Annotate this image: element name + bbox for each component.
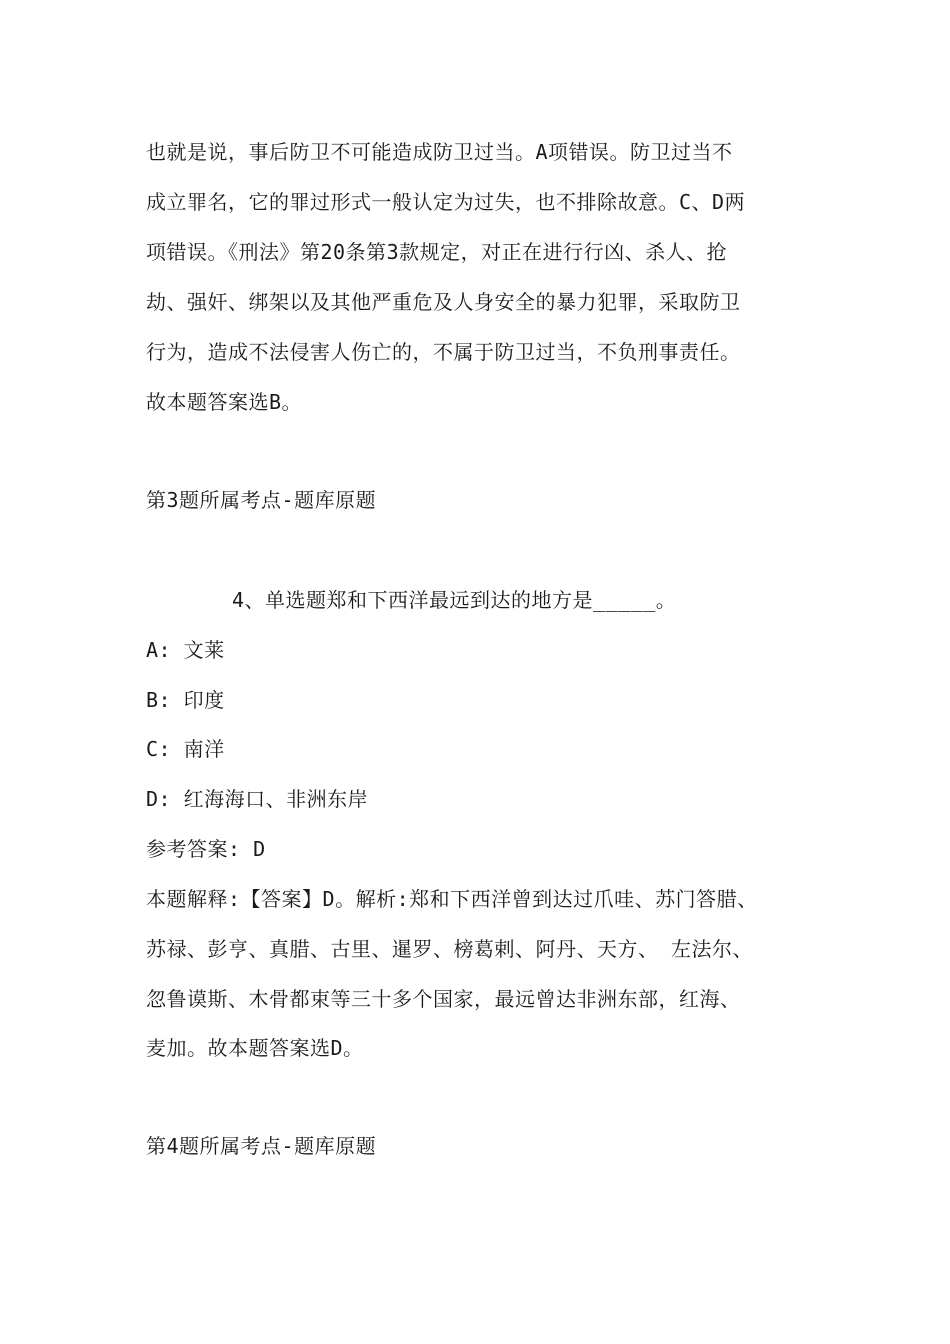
q3-topic-label: 第3题所属考点-题库原题	[146, 488, 377, 512]
explanation-line: 成立罪名，它的罪过形式一般认定为过失，也不排除故意。C、D两	[146, 190, 746, 214]
q4-option-c: C: 南洋	[146, 737, 225, 761]
q4-explanation-line: 苏禄、彭亨、真腊、古里、暹罗、榜葛剌、阿丹、天方、 左法尔、	[146, 937, 754, 961]
q4-explanation-line: 本题解释:【答案】D。解析:郑和下西洋曾到达过爪哇、苏门答腊、	[146, 887, 758, 911]
q4-explanation-line: 忽鲁谟斯、木骨都束等三十多个国家，最远曾达非洲东部，红海、	[146, 987, 741, 1011]
q4-topic-label: 第4题所属考点-题库原题	[146, 1134, 377, 1158]
explanation-line: 项错误。《刑法》第20条第3款规定，对正在进行行凶、杀人、抢	[146, 240, 728, 264]
explanation-line: 故本题答案选B。	[146, 390, 303, 414]
explanation-line: 劫、强奸、绑架以及其他严重危及人身安全的暴力犯罪，采取防卫	[146, 290, 741, 314]
q4-question-stem: 4、单选题郑和下西洋最远到达的地方是_____。	[232, 588, 677, 612]
explanation-line: 行为，造成不法侵害人伤亡的，不属于防卫过当，不负刑事责任。	[146, 340, 741, 364]
explanation-line: 也就是说，事后防卫不可能造成防卫过当。A项错误。防卫过当不	[146, 140, 733, 164]
q4-explanation-line: 麦加。故本题答案选D。	[146, 1036, 364, 1060]
q4-option-a: A: 文莱	[146, 638, 225, 662]
q4-reference-answer: 参考答案: D	[146, 837, 266, 861]
q4-option-b: B: 印度	[146, 688, 225, 712]
q4-option-d: D: 红海海口、非洲东岸	[146, 787, 369, 811]
